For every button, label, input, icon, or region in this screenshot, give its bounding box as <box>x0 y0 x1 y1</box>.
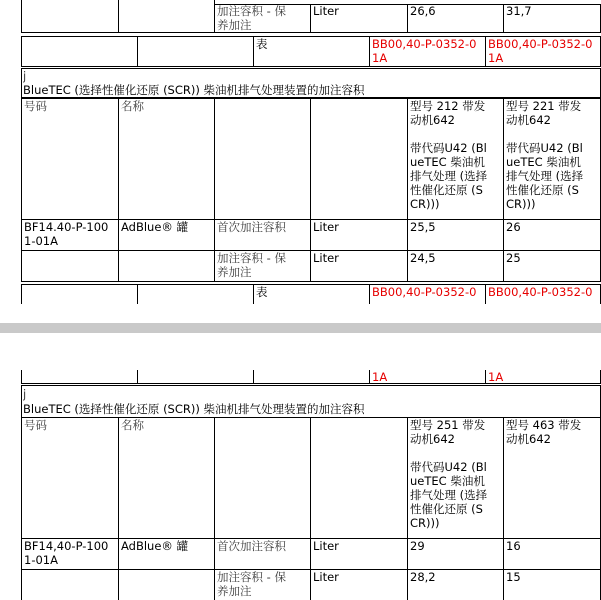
cell-table-link-continued[interactable]: 1A <box>369 370 486 384</box>
cell-empty <box>137 370 254 384</box>
cell-value: 25,5 <box>407 219 504 251</box>
cell-empty <box>21 370 138 384</box>
cell-table-link[interactable]: BB00,40-P-0352-0 <box>485 284 601 304</box>
section-title: BlueTEC (选择性催化还原 (SCR)) 柴油机排气处理装置的加注容积 <box>23 83 365 97</box>
cell-empty <box>118 250 215 282</box>
cell-value: 24,5 <box>407 250 504 282</box>
header-model-251: 型号 251 带发 动机642 带代码U42 (Bl ueTEC 柴油机 排气处理 (选择 性催化还原 (S CR))) <box>407 417 504 539</box>
cell-capacity-type: 加注容积 - 保 养加注 <box>214 4 311 33</box>
header-empty <box>310 98 408 220</box>
header-name: 名称 <box>118 417 215 539</box>
header-model-463: 型号 463 带发 动机642 <box>503 417 601 539</box>
cell-value: 31,7 <box>503 4 601 33</box>
header-number: 号码 <box>21 98 119 220</box>
cell-empty <box>21 284 138 304</box>
cell-capacity-type: 加注容积 - 保 养加注 <box>214 250 311 282</box>
header-empty <box>310 417 408 539</box>
cell-value: 26,6 <box>407 4 504 33</box>
cell-part-name: AdBlue® 罐 <box>118 538 215 570</box>
cell-part-number: BF14,40-P-100 1-01A <box>21 538 119 570</box>
cell-empty <box>137 284 254 304</box>
cell-capacity-type: 首次加注容积 <box>214 538 311 570</box>
cell-value: 28,2 <box>407 569 504 600</box>
cell-capacity-type: 加注容积 - 保 养加注 <box>214 569 311 600</box>
cell-capacity-type: 首次加注容积 <box>214 219 311 251</box>
section-title: BlueTEC (选择性催化还原 (SCR)) 柴油机排气处理装置的加注容积 <box>23 402 365 416</box>
row-top-line <box>214 4 601 5</box>
cell-value: 29 <box>407 538 504 570</box>
cell-empty <box>21 0 119 33</box>
cell-table-label: 表 <box>253 36 370 67</box>
cell-table-label: 表 <box>253 284 370 304</box>
header-empty <box>214 98 311 220</box>
cell-empty <box>137 36 254 67</box>
cell-table-link[interactable]: BB00,40-P-0352-0 1A <box>369 36 486 67</box>
cell-unit: Liter <box>310 219 408 251</box>
cell-empty <box>118 569 215 600</box>
cell-empty <box>118 0 215 33</box>
cell-empty <box>253 370 370 384</box>
header-empty <box>214 417 311 539</box>
cell-unit: Liter <box>310 569 408 600</box>
cell-unit: Liter <box>310 4 408 33</box>
header-model-221: 型号 221 带发 动机642 带代码U42 (Bl ueTEC 柴油机 排气处理 (选择 性催化还原 (S CR))) <box>503 98 601 220</box>
cell-value: 15 <box>503 569 601 600</box>
cell-value: 26 <box>503 219 601 251</box>
header-name: 名称 <box>118 98 215 220</box>
cell-empty <box>21 250 119 282</box>
cell-table-link[interactable]: BB00,40-P-0352-0 1A <box>485 36 601 67</box>
cell-table-link[interactable]: BB00,40-P-0352-0 <box>369 284 486 304</box>
cell-part-number: BF14.40-P-100 1-01A <box>21 219 119 251</box>
cell-table-link-continued[interactable]: 1A <box>485 370 601 384</box>
cell-empty <box>21 36 138 67</box>
page-separator <box>0 323 601 333</box>
cell-unit: Liter <box>310 250 408 282</box>
cell-part-name: AdBlue® 罐 <box>118 219 215 251</box>
cell-value: 16 <box>503 538 601 570</box>
section-note: j <box>23 387 27 401</box>
header-model-212: 型号 212 带发 动机642 带代码U42 (Bl ueTEC 柴油机 排气处理 (选择 性催化还原 (S CR))) <box>407 98 504 220</box>
cell-value: 25 <box>503 250 601 282</box>
cell-unit: Liter <box>310 538 408 570</box>
cell-empty <box>21 569 119 600</box>
header-number: 号码 <box>21 417 119 539</box>
section-note: j <box>23 69 27 83</box>
